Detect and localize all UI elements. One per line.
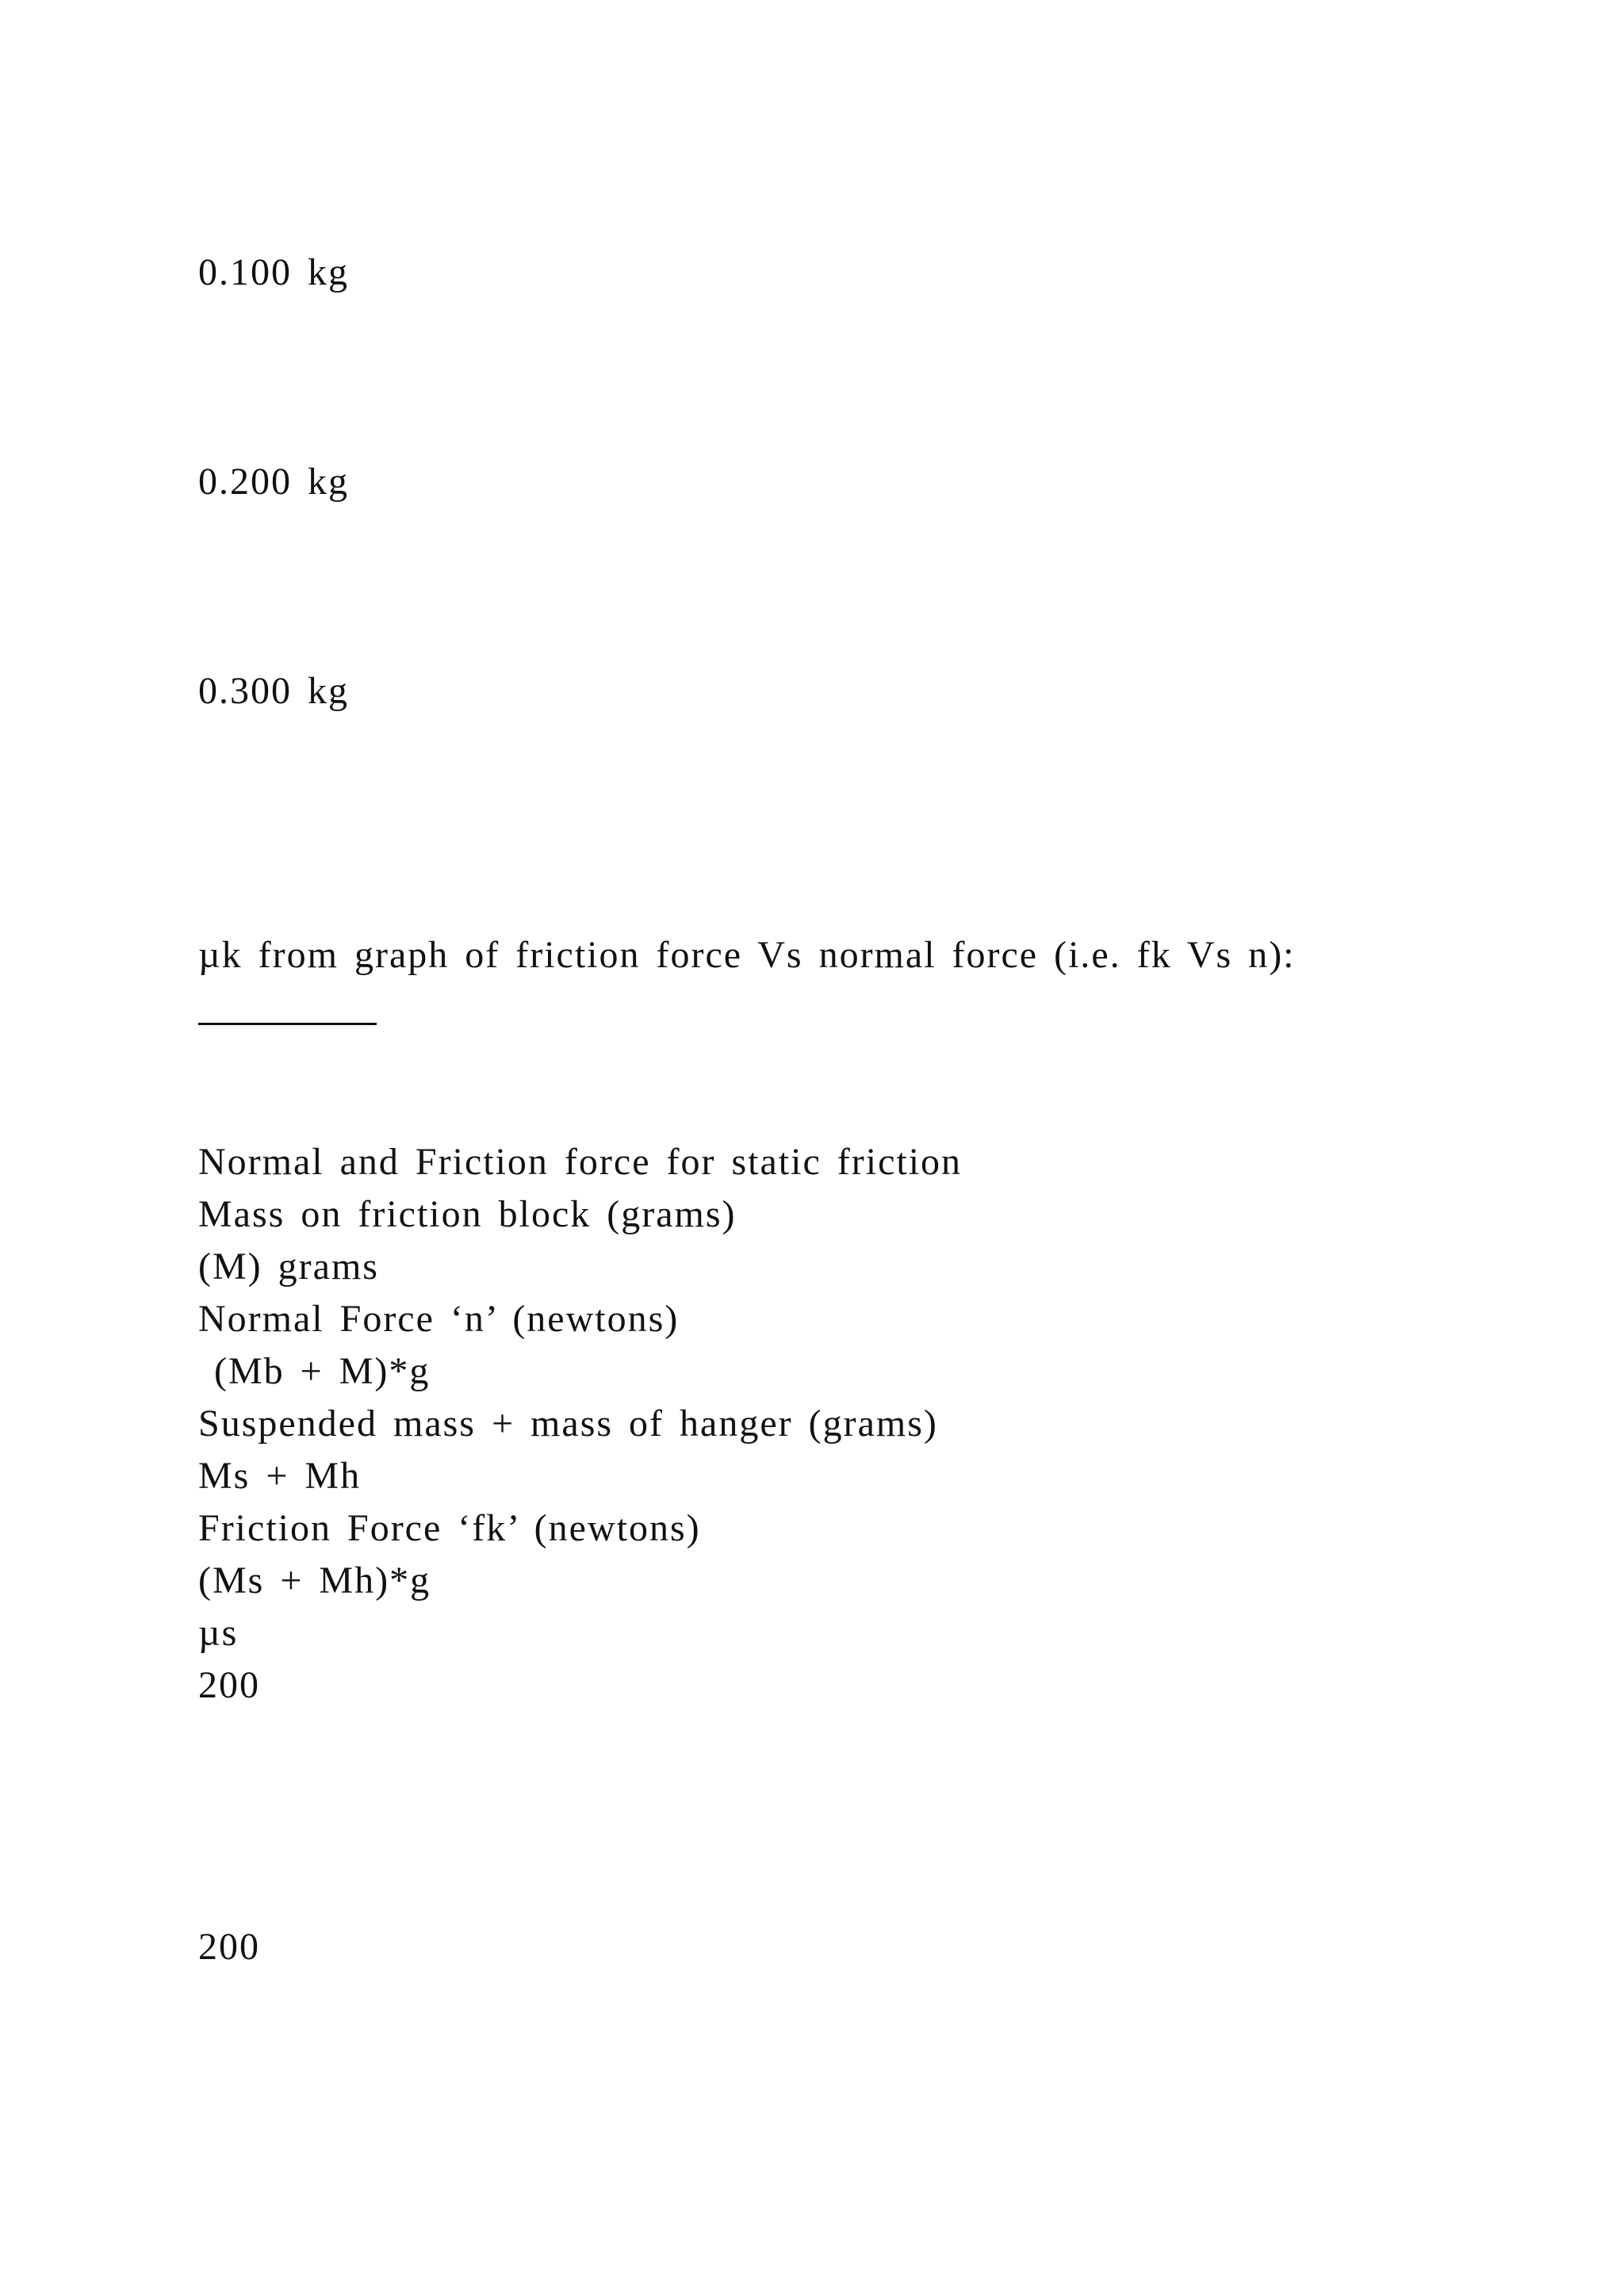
static-line-normal-formula: (Mb + M)*g bbox=[198, 1350, 431, 1392]
static-line-mu-s: µs bbox=[198, 1612, 239, 1654]
mass-value-3: 0.300 kg bbox=[198, 670, 349, 712]
static-line-friction-force: Friction Force ‘fk’ (newtons) bbox=[198, 1507, 701, 1549]
kinetic-coefficient-question: µk from graph of friction force Vs normal force (i.e. fk Vs n): bbox=[198, 934, 1296, 976]
static-line-value-200: 200 bbox=[198, 1664, 260, 1706]
static-section-title: Normal and Friction force for static friction bbox=[198, 1141, 963, 1183]
static-line-friction-formula: (Ms + Mh)*g bbox=[198, 1559, 431, 1601]
static-line-suspended-mass: Suspended mass + mass of hanger (grams) bbox=[198, 1402, 938, 1445]
answer-blank-line bbox=[198, 1023, 377, 1025]
static-line-ms-mh: Ms + Mh bbox=[198, 1455, 362, 1497]
static-line-m-grams: (M) grams bbox=[198, 1246, 379, 1288]
mass-value-2: 0.200 kg bbox=[198, 461, 349, 503]
static-line-normal-force: Normal Force ‘n’ (newtons) bbox=[198, 1298, 680, 1340]
static-line-mass-on-block: Mass on friction block (grams) bbox=[198, 1193, 737, 1235]
mass-value-1: 0.100 kg bbox=[198, 251, 349, 293]
trailing-value-200: 200 bbox=[198, 1926, 260, 1968]
